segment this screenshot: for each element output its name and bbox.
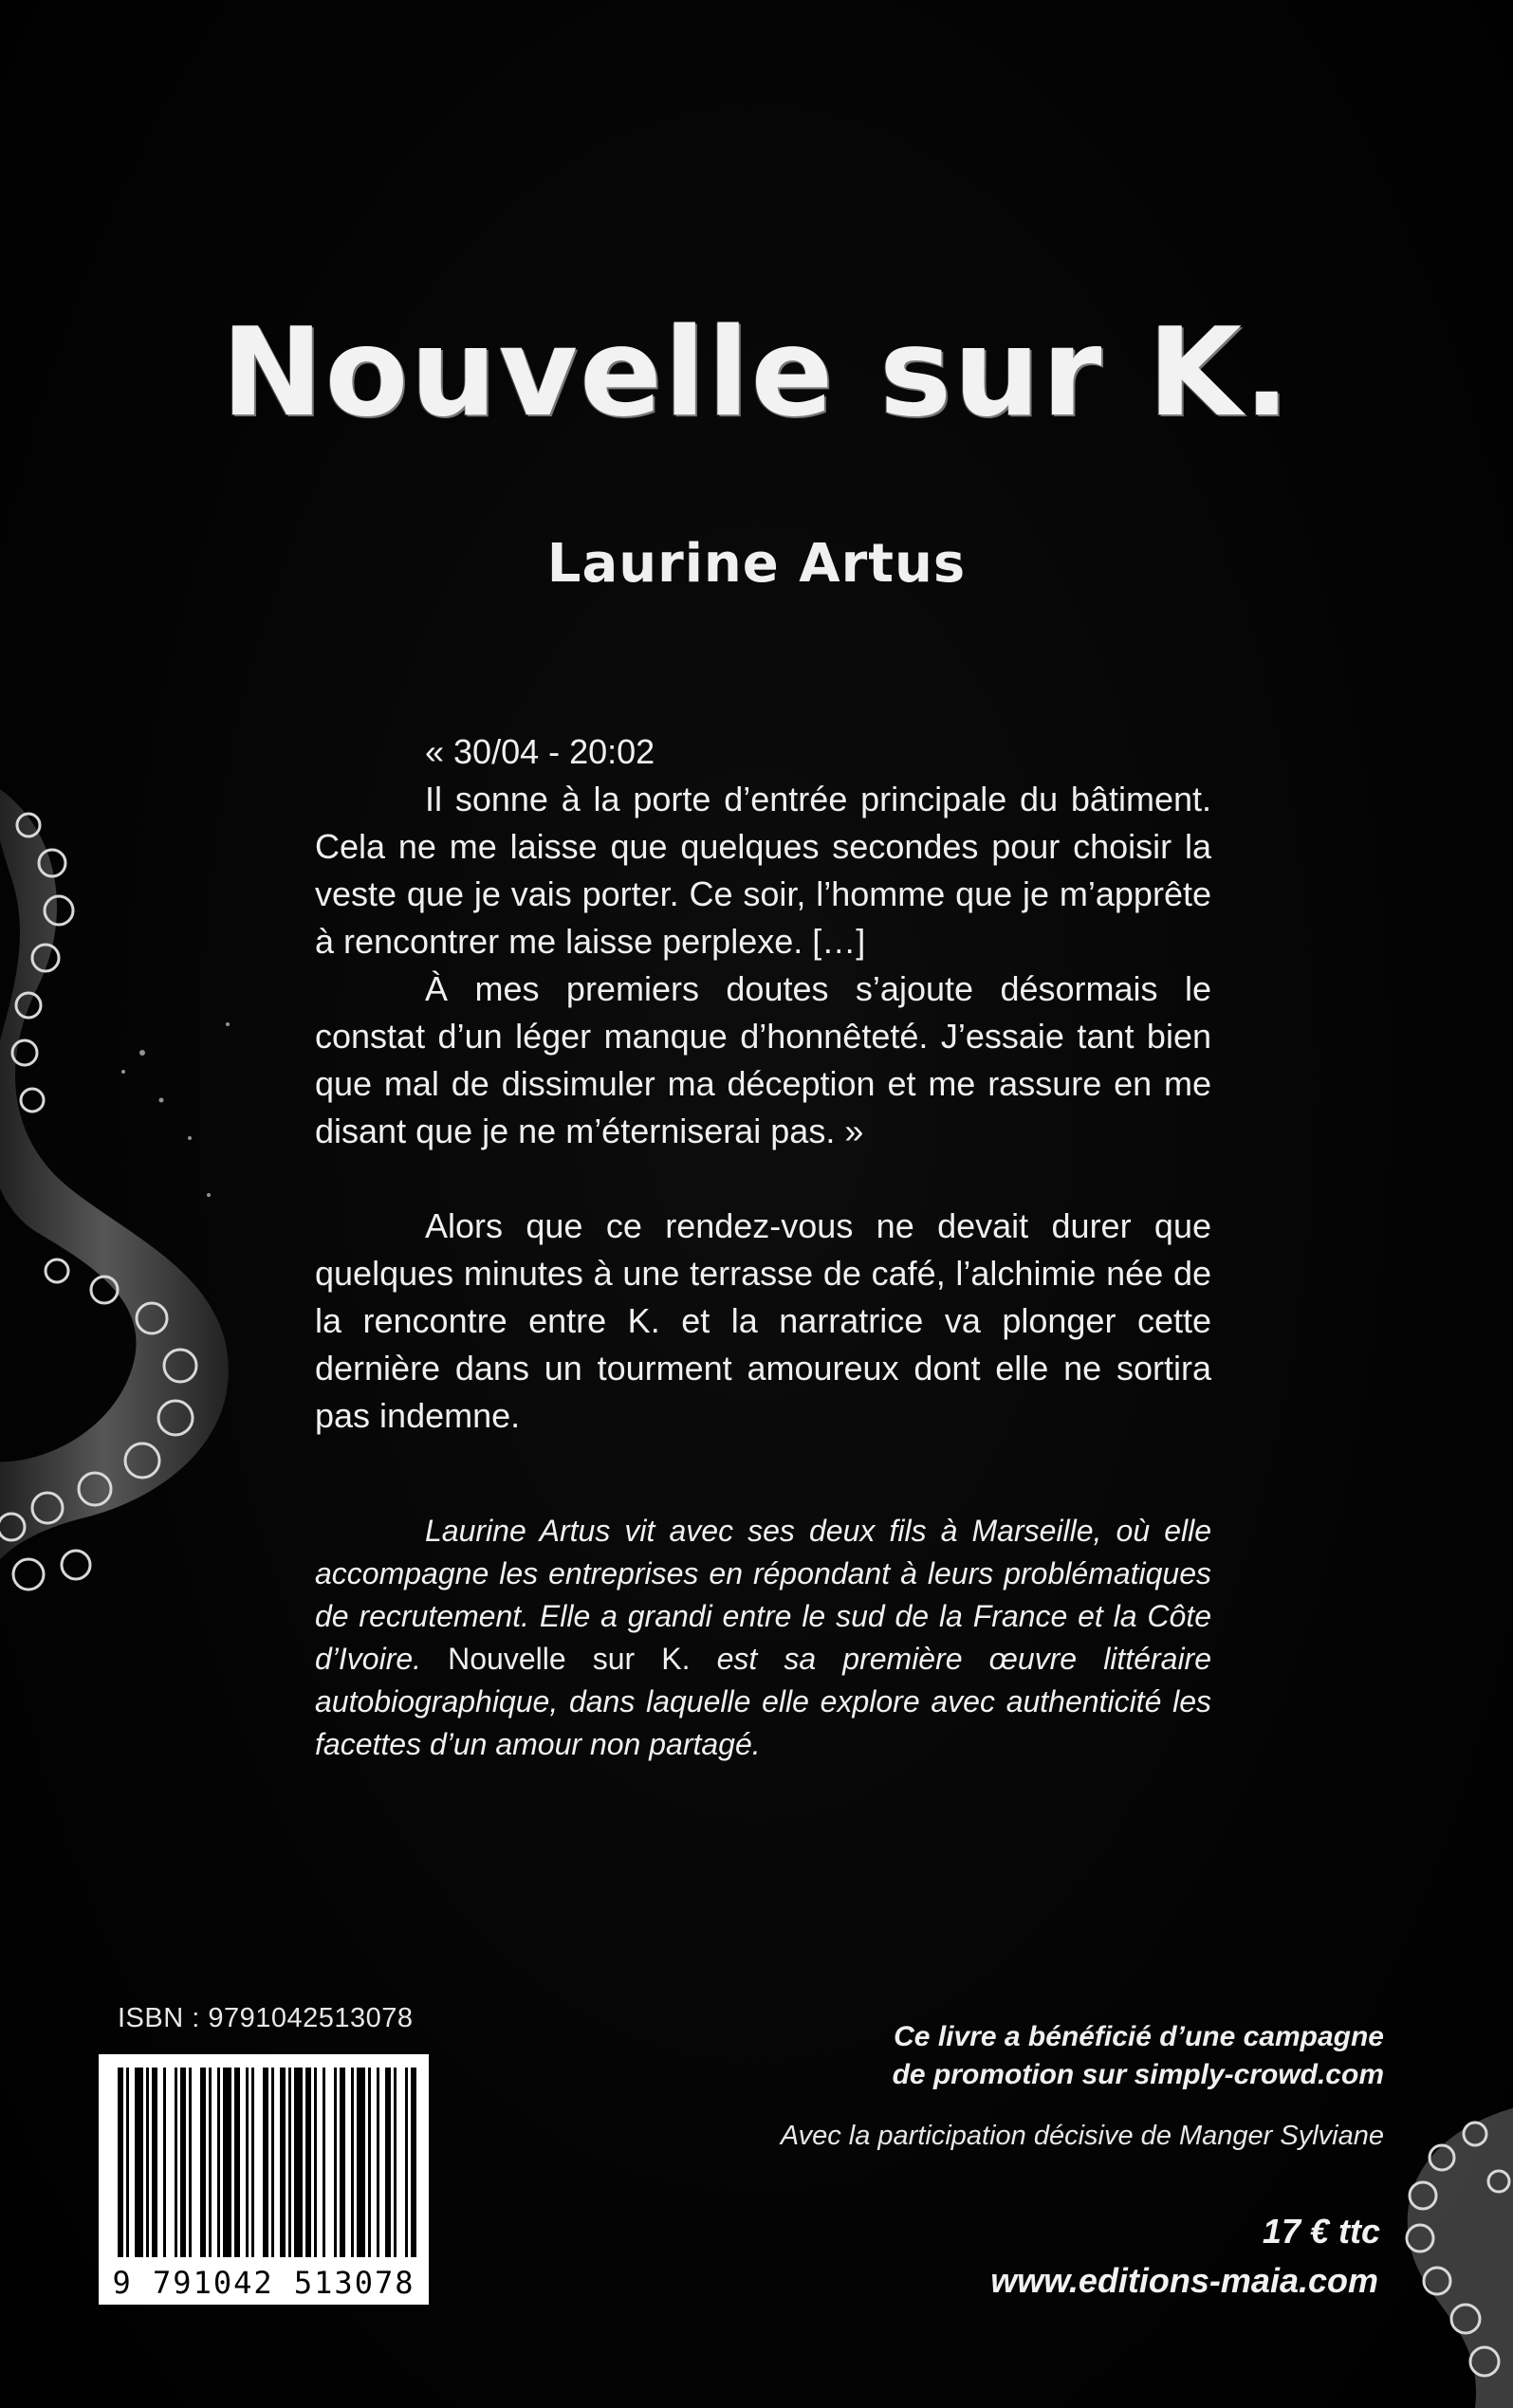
barcode-icon — [99, 2054, 429, 2265]
promo-notice — [720, 2018, 1384, 2094]
author-bio-block — [315, 1510, 1211, 1766]
barcode-digits: 9 791042 513078 — [112, 2265, 415, 2301]
promo-line-1: Ce livre a bénéficié d’une campagne — [894, 2021, 1384, 2052]
excerpt-paragraph: « 30/04 - 20:02 — [425, 732, 655, 771]
synopsis-paragraph: Alors que ce rendez-vous ne devait durer que quelques minutes à une terrasse de café, l’alchimie née de la rencontre entre K. et la narratrice va plonger cette dernière dans un tourment amoureux dont elle ne sortira pas indemne. — [315, 1206, 1211, 1435]
author-bio-paragraph — [315, 1510, 1211, 1766]
octopus-tentacle-left-art — [0, 740, 266, 1669]
book-title: Nouvelle sur K. — [221, 303, 1292, 444]
excerpt-block — [315, 728, 1211, 1155]
bio-book-title: Nouvelle sur K. — [448, 1642, 691, 1676]
price-label: 17 € ttc — [1262, 2212, 1380, 2251]
book-author: Laurine Artus — [546, 533, 967, 595]
promo-line-2: de promotion sur simply-crowd.com — [892, 2059, 1384, 2090]
barcode — [99, 2054, 429, 2305]
excerpt-paragraph: Il sonne à la porte d’entrée principale du bâtiment. Cela ne me laisse que quelques secondes pour choisir la veste que je vais porter. Ce soir, l’homme que je m’apprête à rencontrer me laisse perplexe. […] — [315, 780, 1211, 961]
participation-credit: Avec la participation décisive de Manger Sylviane — [780, 2121, 1384, 2151]
isbn-label: ISBN : 9791042513078 — [118, 2003, 414, 2033]
bio-text-part2: est sa première œuvre littéraire autobiographique, dans laquelle elle explore avec authenticité les facettes d’un amour non partagé. — [315, 1642, 1212, 1761]
synopsis-block — [315, 1203, 1211, 1440]
excerpt-paragraph: À mes premiers doutes s’ajoute désormais le constat d’un léger manque d’honnêteté. J’essaie tant bien que mal de dissimuler ma déception et me rassure en me disant que je ne m’éterniserai pas. » — [315, 969, 1211, 1150]
publisher-website: www.editions-maia.com — [990, 2261, 1378, 2300]
bio-text-part1: Laurine Artus vit avec ses deux fils à Marseille, où elle accompagne les entreprises en répondant à leurs problématiques de recrutement. Elle a grandi entre le sud de la France et la Côte d’Ivoire. — [315, 1514, 1211, 1676]
